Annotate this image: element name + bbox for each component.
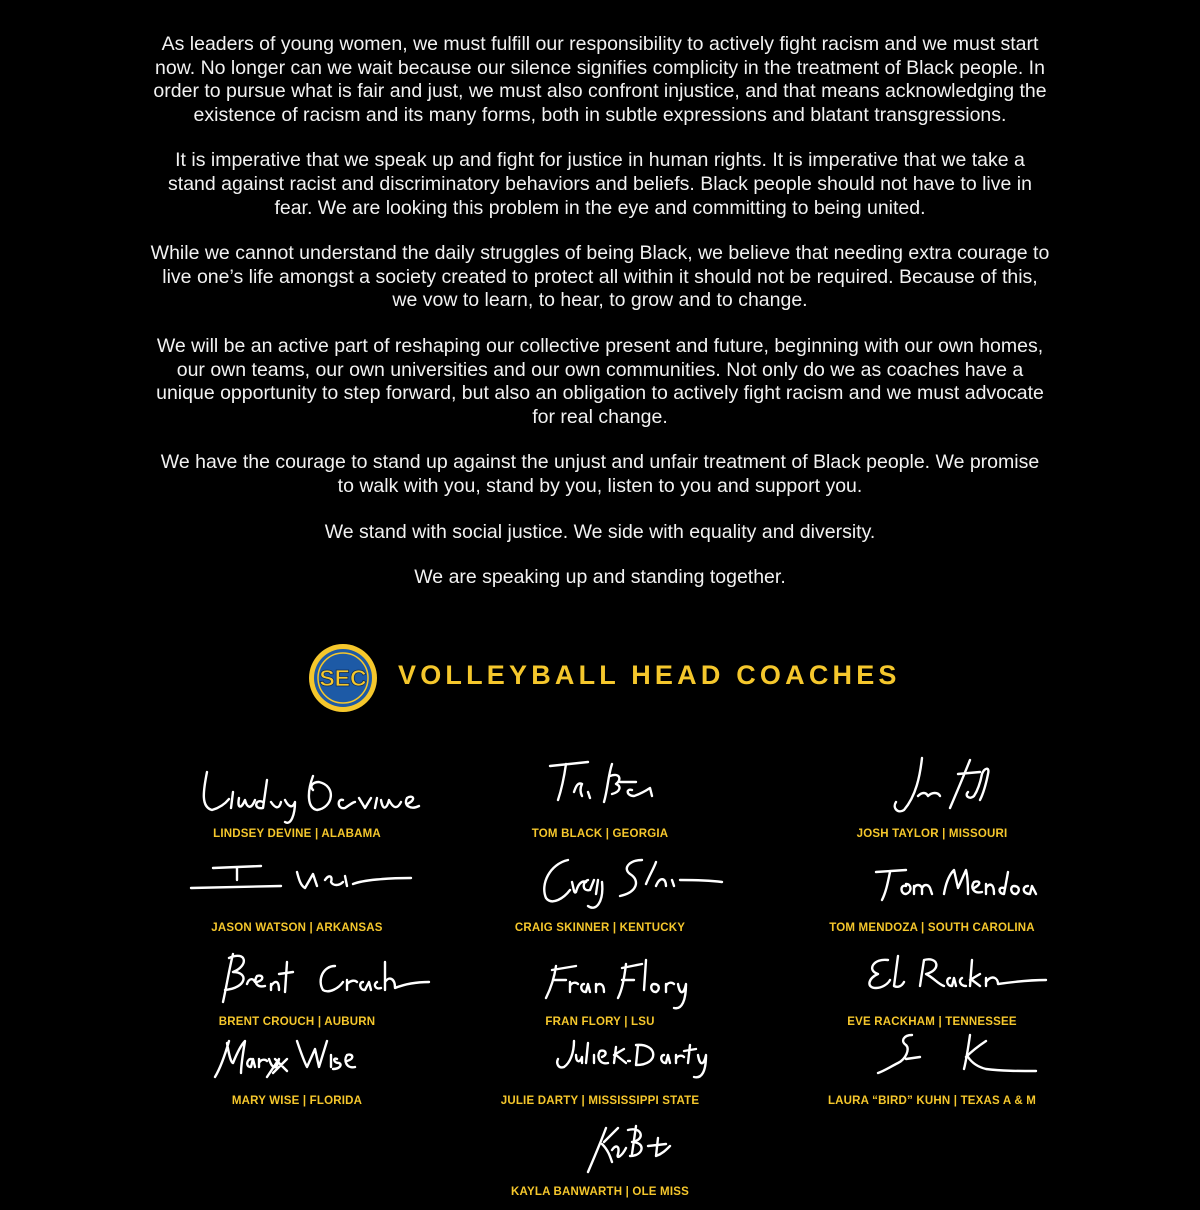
coach-signature-block [147,1019,447,1119]
signature-eve-rackham [802,940,1062,1022]
statement [150,33,1050,612]
coach-label: JASON WATSON | ARKANSAS [211,922,383,934]
coach-signature-block [147,752,447,852]
sec-logo-text: SEC [319,665,367,691]
coach-label: MARY WISE | FLORIDA [231,1095,363,1107]
signature-lindsey-devine [167,752,427,834]
statement-paragraph: We are speaking up and standing together. [414,566,786,589]
signature-tom-black [470,752,730,834]
coach-label: CRAIG SKINNER | KENTUCKY [514,922,686,934]
coach-label: JOSH TAYLOR | MISSOURI [856,828,1008,840]
sec-logo-icon [307,642,379,714]
signature-tom-mendoza [802,846,1062,928]
coach-signature-block [782,846,1082,946]
coach-signature-block [147,846,447,946]
statement-paragraph: While we cannot understand the daily struggles of being Black, we believe that needing extra courage to live one’s life amongst a society created to protect all within it should not be required. Because of this, we vow to learn, to hear, to grow and to change. [150,242,1050,312]
signature-josh-taylor [802,752,1062,834]
coach-label: KAYLA BANWARTH | OLE MISS [511,1186,689,1198]
statement-paragraph: We stand with social justice. We side with equality and diversity. [324,520,876,543]
coach-label: TOM MENDOZA | SOUTH CAROLINA [829,922,1035,934]
coach-label: FRAN FLORY | LSU [545,1016,655,1028]
statement-paragraph: We will be an active part of reshaping our collective present and future, beginning with our own homes, our own teams, our own universities and our own communities. Not only do we as coaches have a unique opportunity to step forward, but also an obligation to actively fight racism and we must advocate for real change. [156,334,1044,428]
coach-signature-block [782,752,1082,852]
signature-craig-skinner [470,846,730,928]
header [0,642,1200,714]
header-title: VOLLEYBALL HEAD COACHES [398,660,901,690]
signature-kayla-banwarth [470,1110,730,1192]
coach-signature-block [450,846,750,946]
signature-julie-darty [470,1019,730,1101]
coach-signature-block [782,1019,1082,1119]
coach-signature-block [450,752,750,852]
coach-signature-block [450,1110,750,1210]
coach-label: EVE RACKHAM | TENNESSEE [847,1016,1017,1028]
coach-label: JULIE DARTY | MISSISSIPPI STATE [500,1095,700,1107]
signature-mary-wise [167,1019,427,1101]
statement-paragraph: As leaders of young women, we must fulfill our responsibility to actively fight racism and we must start now. No longer can we wait because our silence signifies complicity in the treatment of Black people. In order to pursue what is fair and just, we must also confront injustice, and that means acknowledging the existence of racism and its many forms, both in subtle expressions and blatant transgressions. [153,33,1047,126]
statement-paragraph: We have the courage to stand up against the unjust and unfair treatment of Black people. We promise to walk with you, stand by you, listen to you and support you. [160,451,1040,497]
coach-label: LINDSEY DEVINE | ALABAMA [213,828,381,840]
signature-laura-bird-kuhn [802,1019,1062,1101]
statement-paragraph: It is imperative that we speak up and fight for justice in human rights. It is imperative that we take a stand against racist and discriminatory behaviors and beliefs. Black people should not have to live in fear. We are looking this problem in the eye and committing to being united. [168,149,1032,219]
signature-fran-flory [470,940,730,1022]
coach-signature-block [450,1019,750,1119]
coach-label: LAURA “BIRD” KUHN | TEXAS A & M [827,1095,1037,1107]
signature-brent-crouch [167,940,427,1022]
coach-label: BRENT CROUCH | AUBURN [218,1016,376,1028]
signature-jason-watson [167,846,427,928]
coach-label: TOM BLACK | GEORGIA [531,828,669,840]
